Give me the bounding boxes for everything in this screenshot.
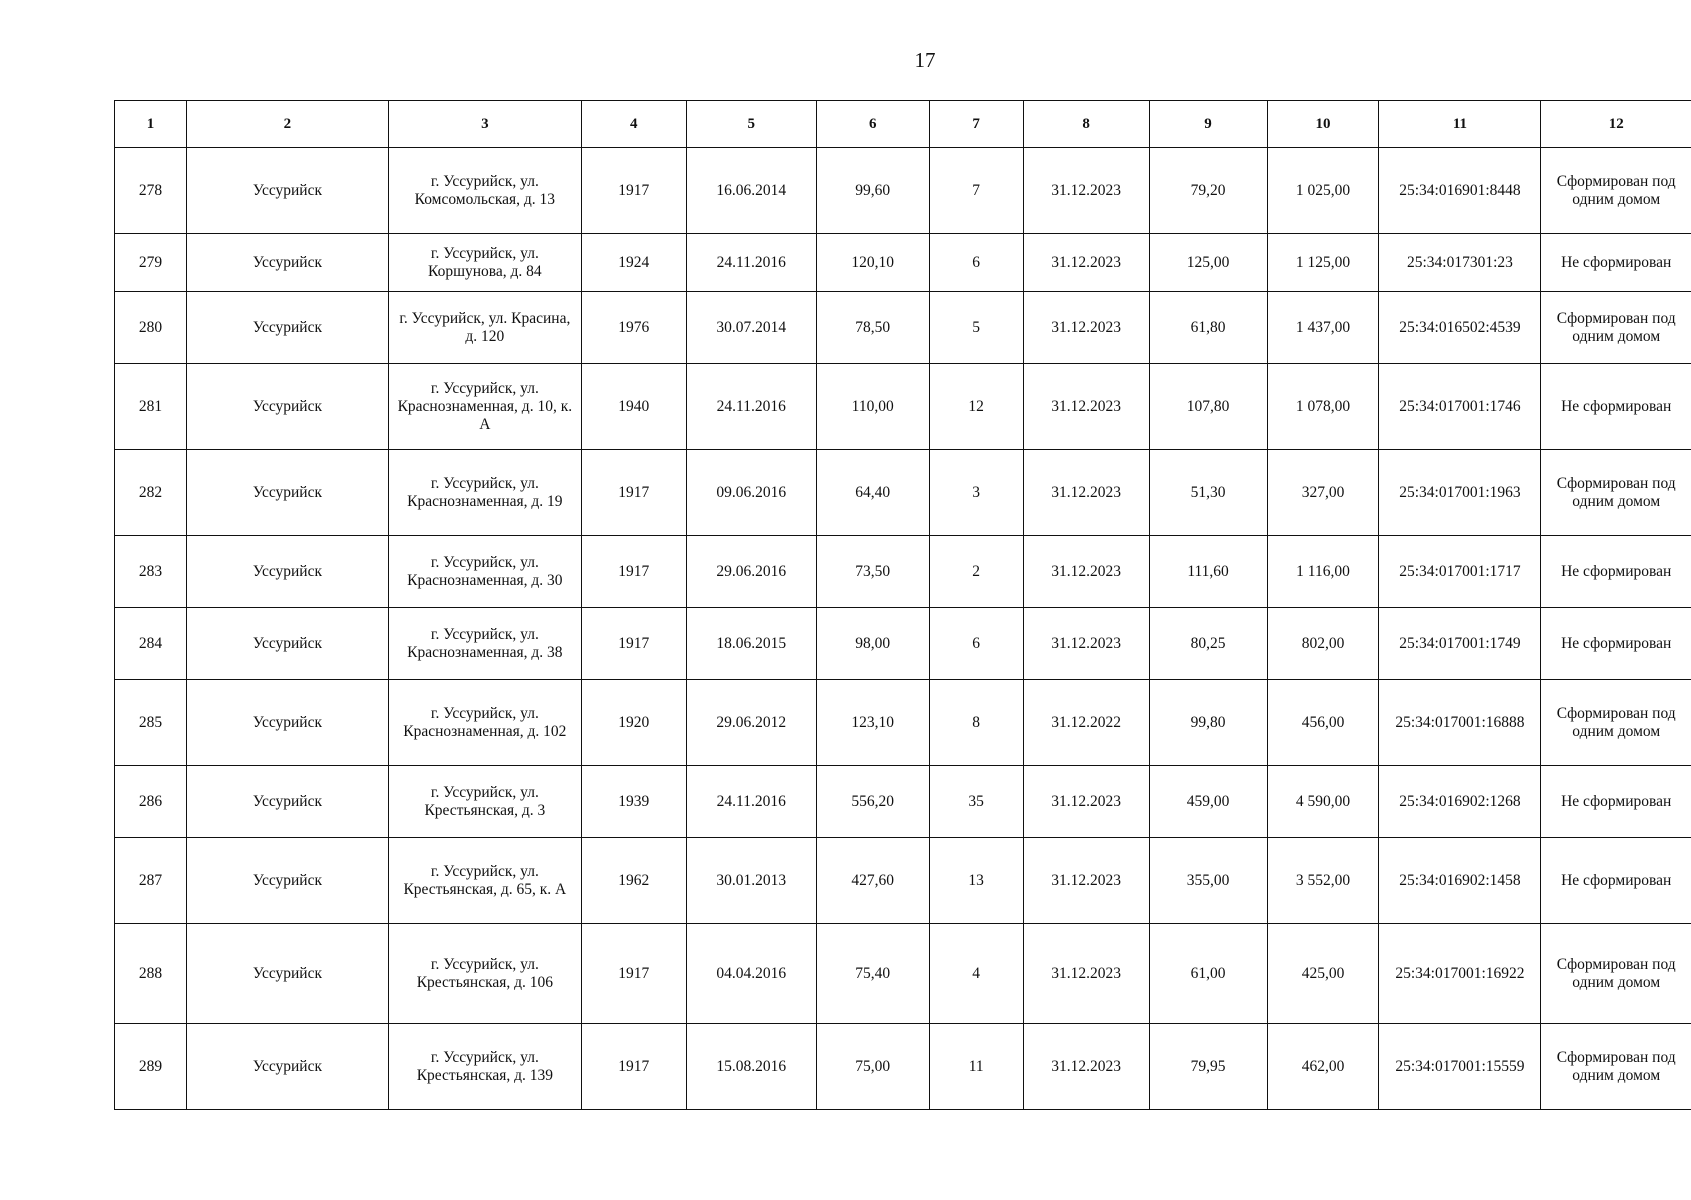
cell-settlement: Уссурийск <box>186 364 388 450</box>
cell-survey-date: 29.06.2012 <box>686 680 816 766</box>
cell-living-area: 111,60 <box>1149 536 1267 608</box>
cell-cadastral-number: 25:34:016902:1458 <box>1379 838 1541 924</box>
cell-living-area: 79,95 <box>1149 1024 1267 1110</box>
cell-row-number: 285 <box>115 680 187 766</box>
cell-relocation-deadline: 31.12.2023 <box>1023 766 1149 838</box>
cell-settlement: Уссурийск <box>186 680 388 766</box>
cell-living-area: 459,00 <box>1149 766 1267 838</box>
cell-year-built: 1976 <box>581 292 686 364</box>
table-header <box>115 101 1691 148</box>
cell-relocation-deadline: 31.12.2023 <box>1023 536 1149 608</box>
cell-living-area: 51,30 <box>1149 450 1267 536</box>
cell-address: г. Уссурийск, ул. Краснознаменная, д. 38 <box>388 608 581 680</box>
cell-land-status: Сформирован под одним домом <box>1541 292 1691 364</box>
column-header-7: 7 <box>929 101 1023 148</box>
table-row <box>115 450 1691 536</box>
cell-address: г. Уссурийск, ул. Красина, д. 120 <box>388 292 581 364</box>
cell-cadastral-number: 25:34:017001:15559 <box>1379 1024 1541 1110</box>
cell-residents: 3 <box>929 450 1023 536</box>
cell-land-area: 462,00 <box>1267 1024 1379 1110</box>
table-body <box>115 148 1691 1110</box>
cell-total-area: 110,00 <box>816 364 929 450</box>
cell-residents: 2 <box>929 536 1023 608</box>
column-header-10: 10 <box>1267 101 1379 148</box>
cell-survey-date: 15.08.2016 <box>686 1024 816 1110</box>
cell-row-number: 283 <box>115 536 187 608</box>
cell-survey-date: 24.11.2016 <box>686 766 816 838</box>
cell-settlement: Уссурийск <box>186 838 388 924</box>
table-row <box>115 838 1691 924</box>
cell-land-status: Не сформирован <box>1541 234 1691 292</box>
cell-total-area: 120,10 <box>816 234 929 292</box>
cell-land-area: 1 025,00 <box>1267 148 1379 234</box>
column-header-5: 5 <box>686 101 816 148</box>
cell-row-number: 288 <box>115 924 187 1024</box>
cell-land-status: Не сформирован <box>1541 364 1691 450</box>
cell-land-area: 802,00 <box>1267 608 1379 680</box>
cell-relocation-deadline: 31.12.2023 <box>1023 608 1149 680</box>
cell-living-area: 61,00 <box>1149 924 1267 1024</box>
cell-residents: 13 <box>929 838 1023 924</box>
cell-residents: 4 <box>929 924 1023 1024</box>
cell-total-area: 73,50 <box>816 536 929 608</box>
cell-row-number: 284 <box>115 608 187 680</box>
cell-year-built: 1920 <box>581 680 686 766</box>
cell-living-area: 61,80 <box>1149 292 1267 364</box>
cell-residents: 6 <box>929 608 1023 680</box>
cell-address: г. Уссурийск, ул. Комсомольская, д. 13 <box>388 148 581 234</box>
table-row <box>115 536 1691 608</box>
cell-land-area: 1 078,00 <box>1267 364 1379 450</box>
cell-survey-date: 24.11.2016 <box>686 364 816 450</box>
table-row <box>115 234 1691 292</box>
cell-relocation-deadline: 31.12.2023 <box>1023 924 1149 1024</box>
cell-living-area: 107,80 <box>1149 364 1267 450</box>
cell-total-area: 556,20 <box>816 766 929 838</box>
cell-total-area: 123,10 <box>816 680 929 766</box>
header-row <box>115 101 1691 148</box>
table-row <box>115 766 1691 838</box>
cell-row-number: 280 <box>115 292 187 364</box>
cell-year-built: 1917 <box>581 608 686 680</box>
cell-row-number: 281 <box>115 364 187 450</box>
column-header-8: 8 <box>1023 101 1149 148</box>
cell-year-built: 1917 <box>581 536 686 608</box>
cell-total-area: 78,50 <box>816 292 929 364</box>
cell-land-area: 456,00 <box>1267 680 1379 766</box>
cell-land-area: 1 125,00 <box>1267 234 1379 292</box>
cell-residents: 6 <box>929 234 1023 292</box>
cell-residents: 12 <box>929 364 1023 450</box>
cell-survey-date: 16.06.2014 <box>686 148 816 234</box>
cell-survey-date: 29.06.2016 <box>686 536 816 608</box>
cell-cadastral-number: 25:34:017001:1749 <box>1379 608 1541 680</box>
cell-land-status: Не сформирован <box>1541 838 1691 924</box>
cell-land-area: 3 552,00 <box>1267 838 1379 924</box>
cell-address: г. Уссурийск, ул. Крестьянская, д. 106 <box>388 924 581 1024</box>
page-number: 17 <box>914 48 936 72</box>
cell-cadastral-number: 25:34:017001:1963 <box>1379 450 1541 536</box>
cell-land-status: Сформирован под одним домом <box>1541 1024 1691 1110</box>
cell-land-area: 327,00 <box>1267 450 1379 536</box>
cell-cadastral-number: 25:34:017001:16922 <box>1379 924 1541 1024</box>
cell-total-area: 64,40 <box>816 450 929 536</box>
cell-living-area: 125,00 <box>1149 234 1267 292</box>
cell-year-built: 1962 <box>581 838 686 924</box>
cell-living-area: 80,25 <box>1149 608 1267 680</box>
cell-survey-date: 30.07.2014 <box>686 292 816 364</box>
cell-land-status: Сформирован под одним домом <box>1541 450 1691 536</box>
cell-settlement: Уссурийск <box>186 292 388 364</box>
cell-cadastral-number: 25:34:017001:1717 <box>1379 536 1541 608</box>
cell-address: г. Уссурийск, ул. Краснознаменная, д. 30 <box>388 536 581 608</box>
cell-settlement: Уссурийск <box>186 148 388 234</box>
cell-survey-date: 09.06.2016 <box>686 450 816 536</box>
table-row <box>115 680 1691 766</box>
table-row <box>115 608 1691 680</box>
cell-residents: 5 <box>929 292 1023 364</box>
cell-land-status: Сформирован под одним домом <box>1541 680 1691 766</box>
cell-relocation-deadline: 31.12.2023 <box>1023 450 1149 536</box>
cell-land-status: Сформирован под одним домом <box>1541 148 1691 234</box>
cell-land-status: Сформирован под одним домом <box>1541 924 1691 1024</box>
cell-year-built: 1917 <box>581 148 686 234</box>
cell-address: г. Уссурийск, ул. Краснознаменная, д. 19 <box>388 450 581 536</box>
cell-living-area: 99,80 <box>1149 680 1267 766</box>
cell-cadastral-number: 25:34:017001:16888 <box>1379 680 1541 766</box>
cell-row-number: 287 <box>115 838 187 924</box>
cell-cadastral-number: 25:34:016902:1268 <box>1379 766 1541 838</box>
cell-row-number: 282 <box>115 450 187 536</box>
cell-living-area: 79,20 <box>1149 148 1267 234</box>
cell-survey-date: 30.01.2013 <box>686 838 816 924</box>
cell-address: г. Уссурийск, ул. Крестьянская, д. 3 <box>388 766 581 838</box>
cell-cadastral-number: 25:34:017001:1746 <box>1379 364 1541 450</box>
cell-relocation-deadline: 31.12.2023 <box>1023 838 1149 924</box>
cell-settlement: Уссурийск <box>186 608 388 680</box>
cell-settlement: Уссурийск <box>186 1024 388 1110</box>
table-row <box>115 148 1691 234</box>
cell-total-area: 99,60 <box>816 148 929 234</box>
cell-settlement: Уссурийск <box>186 924 388 1024</box>
cell-year-built: 1924 <box>581 234 686 292</box>
cell-land-status: Не сформирован <box>1541 536 1691 608</box>
cell-survey-date: 24.11.2016 <box>686 234 816 292</box>
cell-row-number: 279 <box>115 234 187 292</box>
cell-relocation-deadline: 31.12.2023 <box>1023 148 1149 234</box>
cell-land-status: Не сформирован <box>1541 608 1691 680</box>
cell-land-status: Не сформирован <box>1541 766 1691 838</box>
cell-relocation-deadline: 31.12.2023 <box>1023 1024 1149 1110</box>
column-header-11: 11 <box>1379 101 1541 148</box>
table-row <box>115 292 1691 364</box>
cell-address: г. Уссурийск, ул. Краснознаменная, д. 102 <box>388 680 581 766</box>
cell-address: г. Уссурийск, ул. Краснознаменная, д. 10, к. А <box>388 364 581 450</box>
cell-residents: 11 <box>929 1024 1023 1110</box>
cell-residents: 35 <box>929 766 1023 838</box>
cell-address: г. Уссурийск, ул. Коршунова, д. 84 <box>388 234 581 292</box>
cell-survey-date: 18.06.2015 <box>686 608 816 680</box>
cell-settlement: Уссурийск <box>186 766 388 838</box>
cell-relocation-deadline: 31.12.2023 <box>1023 364 1149 450</box>
data-table <box>114 100 1691 1110</box>
cell-settlement: Уссурийск <box>186 234 388 292</box>
cell-address: г. Уссурийск, ул. Крестьянская, д. 139 <box>388 1024 581 1110</box>
cell-land-area: 1 437,00 <box>1267 292 1379 364</box>
cell-residents: 7 <box>929 148 1023 234</box>
table-row <box>115 924 1691 1024</box>
cell-cadastral-number: 25:34:017301:23 <box>1379 234 1541 292</box>
cell-land-area: 4 590,00 <box>1267 766 1379 838</box>
cell-cadastral-number: 25:34:016901:8448 <box>1379 148 1541 234</box>
cell-cadastral-number: 25:34:016502:4539 <box>1379 292 1541 364</box>
cell-relocation-deadline: 31.12.2022 <box>1023 680 1149 766</box>
cell-relocation-deadline: 31.12.2023 <box>1023 234 1149 292</box>
cell-settlement: Уссурийск <box>186 450 388 536</box>
cell-residents: 8 <box>929 680 1023 766</box>
cell-year-built: 1917 <box>581 924 686 1024</box>
column-header-1: 1 <box>115 101 187 148</box>
cell-year-built: 1939 <box>581 766 686 838</box>
cell-survey-date: 04.04.2016 <box>686 924 816 1024</box>
cell-row-number: 278 <box>115 148 187 234</box>
cell-year-built: 1940 <box>581 364 686 450</box>
column-header-4: 4 <box>581 101 686 148</box>
table-row <box>115 364 1691 450</box>
cell-row-number: 286 <box>115 766 187 838</box>
cell-address: г. Уссурийск, ул. Крестьянская, д. 65, к. А <box>388 838 581 924</box>
cell-relocation-deadline: 31.12.2023 <box>1023 292 1149 364</box>
cell-total-area: 75,00 <box>816 1024 929 1110</box>
cell-living-area: 355,00 <box>1149 838 1267 924</box>
cell-total-area: 98,00 <box>816 608 929 680</box>
column-header-2: 2 <box>186 101 388 148</box>
cell-year-built: 1917 <box>581 450 686 536</box>
cell-total-area: 427,60 <box>816 838 929 924</box>
cell-year-built: 1917 <box>581 1024 686 1110</box>
cell-land-area: 425,00 <box>1267 924 1379 1024</box>
column-header-9: 9 <box>1149 101 1267 148</box>
table-row <box>115 1024 1691 1110</box>
cell-land-area: 1 116,00 <box>1267 536 1379 608</box>
cell-total-area: 75,40 <box>816 924 929 1024</box>
column-header-6: 6 <box>816 101 929 148</box>
cell-row-number: 289 <box>115 1024 187 1110</box>
cell-settlement: Уссурийск <box>186 536 388 608</box>
column-header-3: 3 <box>388 101 581 148</box>
column-header-12: 12 <box>1541 101 1691 148</box>
